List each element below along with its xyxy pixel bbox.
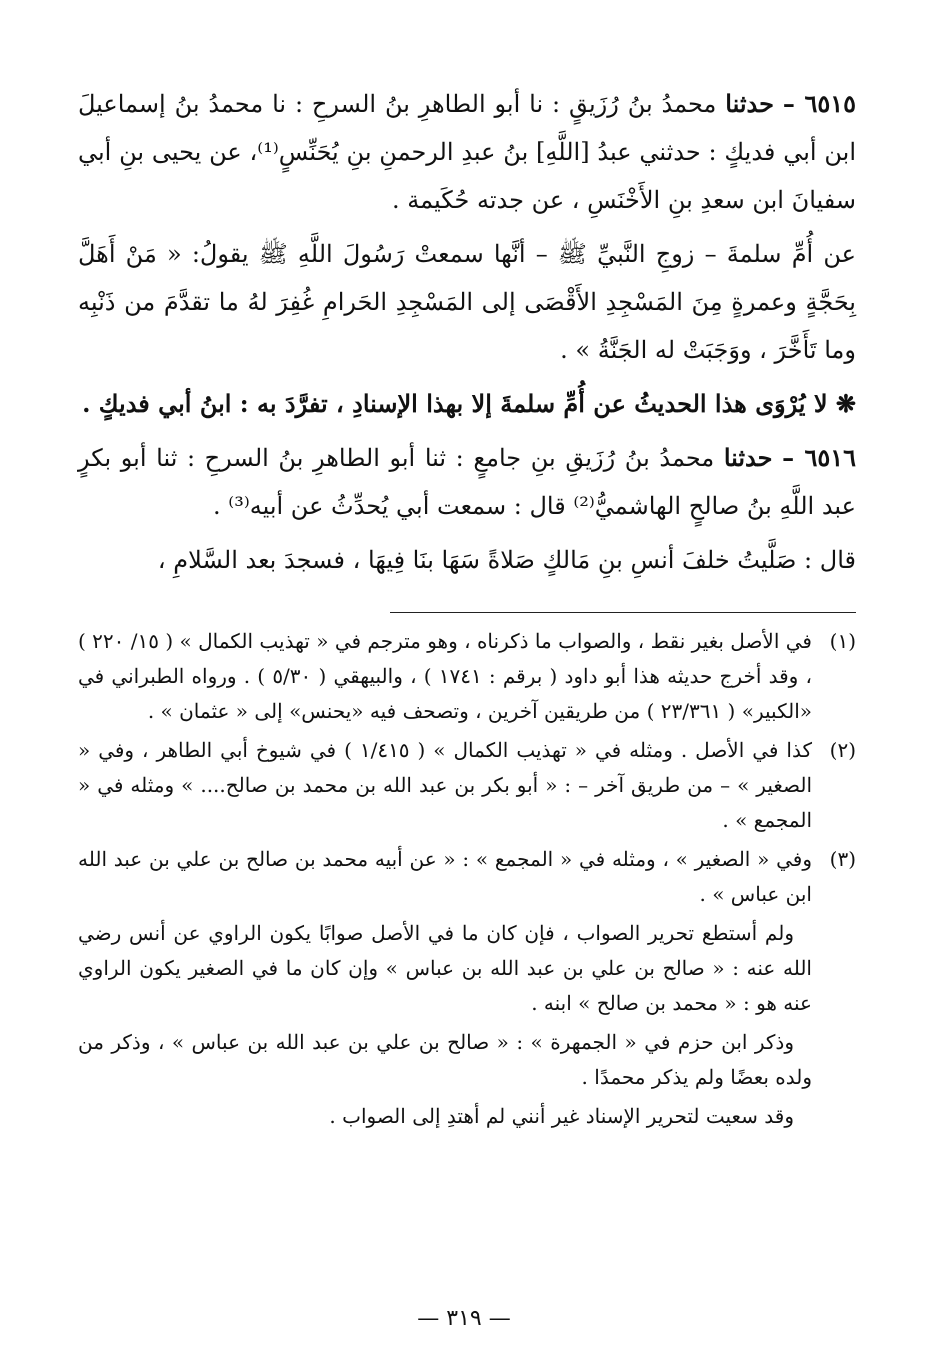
footnote-divider <box>390 612 856 613</box>
footnote-text: وفي « الصغير » ، ومثله في « المجمع » : « عن أبيه محمد بن صالح بن علي بن عبد الله ابن عباس » . <box>78 847 812 906</box>
narration-keyword: حدثنا <box>725 89 774 118</box>
hadith-matn: قال : صَلَّيتُ خلفَ أنسِ بنِ مَالكٍ صَلاةً سَهَا بنَا فِيهَا ، فسجدَ بعد السَّلامِ ، <box>157 546 856 574</box>
footnote-continuation: وذكر ابن حزم في « الجمهرة » : « صالح بن علي بن عبد الله بن عباس » ، وذكر من ولده بعضًا ولم يذكر محمدًا . <box>78 1030 812 1089</box>
hadith-number: ٦٥١٥ – <box>782 89 856 118</box>
footnote-text: في الأصل بغير نقط ، والصواب ما ذكرناه ، وهو مترجم في « تهذيب الكمال » ( ١٥/ ٢٢٠ ) ، وقد أخرج حديثه هذا أبو داود ( برقم : ١٧٤١ ) ، والبيهقي ( ٥/٣٠ ) . ورواه الطبراني في «الكبير» ( ٢٣/٣٦١ ) من طريقين آخرين ، وتصحف فيه «يحنس» إلى « عثمان » . <box>78 629 812 723</box>
narration-keyword: حدثنا <box>723 443 773 472</box>
footnote-continuation: وقد سعيت لتحرير الإسناد غير أنني لم أهتدِ إلى الصواب . <box>329 1104 794 1128</box>
hadith-number: ٦٥١٦ – <box>782 443 857 472</box>
hadith-6516 <box>78 434 856 530</box>
footnote-1 <box>78 624 856 729</box>
author-comment: ❋ لا يُرْوَى هذا الحديثُ عن أُمِّ سلمةَ إلا بهذا الإسنادِ ، تفرَّدَ به : ابنُ أبي فديكٍ . <box>82 389 856 418</box>
footnote-text: كذا في الأصل . ومثله في « تهذيب الكمال » ( ١/٤١٥ ) في شيوخ أبي الطاهر ، وفي « الصغير » – من طريق آخر – : « أبو بكر بن عبد الله بن محمد بن صالح.... » ومثله في « المجمع » . <box>78 738 812 832</box>
isnad-text: محمدُ بنُ رُزَيقٍ : نا أبو الطاهرِ بنُ السرحِ : نا محمدُ بنُ إسماعيلَ ابن أبي فديكٍ : حدثني عبدُ [اللَّهِ] بنُ عبدِ الرحمنِ بنِ يُحَنِّسٍ⁽¹⁾، عن يحيى بنِ أبي سفيانَ ابن سعدِ بنِ الأَخْنَسِ ، عن جدته حُكَيمة . <box>78 90 857 214</box>
page-number: — ٣١٩ — <box>417 1306 511 1331</box>
isnad-text: محمدُ بنُ رُزَيقِ بنِ جامعٍ : ثنا أبو الطاهرِ بنُ السرحِ : ثنا أبو بكرٍ عبد اللَّهِ بنُ صالحٍ الهاشميُّ⁽²⁾ قال : سمعت أبي يُحدِّثُ عن أبيه⁽³⁾ . <box>78 444 856 520</box>
hadith-matn: عن أُمِّ سلمةَ – زوجِ النَّبيِّ ﷺ – أنَّها سمعتْ رَسُولَ اللَّهِ ﷺ يقولُ: « مَنْ أَهَلَّ بِحَجَّةٍ وعمرةٍ مِنَ المَسْجِدِ الأَقْصَى إلى المَسْجِدِ الحَرامِ غُفِرَ لهُ ما تقدَّمَ من ذَنْبِه وما تَأَخَّرَ ، ووَجَبَتْ له الجَنَّةُ » . <box>78 240 856 364</box>
footnote-marker: (٣) <box>829 847 856 871</box>
footnote-continuation: ولم أستطع تحرير الصواب ، فإن كان ما في الأصل صوابًا يكون الراوي عن أنس رضي الله عنه : « صالح بن علي بن عبد الله بن عباس » وإن كان ما في الصغير يكون الراوي عنه هو : « محمد بن صالح » ابنه . <box>78 921 812 1015</box>
hadith-6515 <box>78 80 856 224</box>
footnote-marker: (٢) <box>829 738 856 762</box>
footnotes <box>78 624 856 1136</box>
footnote-marker: (١) <box>829 629 856 653</box>
main-text <box>78 80 856 590</box>
footnote-3 <box>78 842 856 912</box>
footnote-2 <box>78 733 856 838</box>
